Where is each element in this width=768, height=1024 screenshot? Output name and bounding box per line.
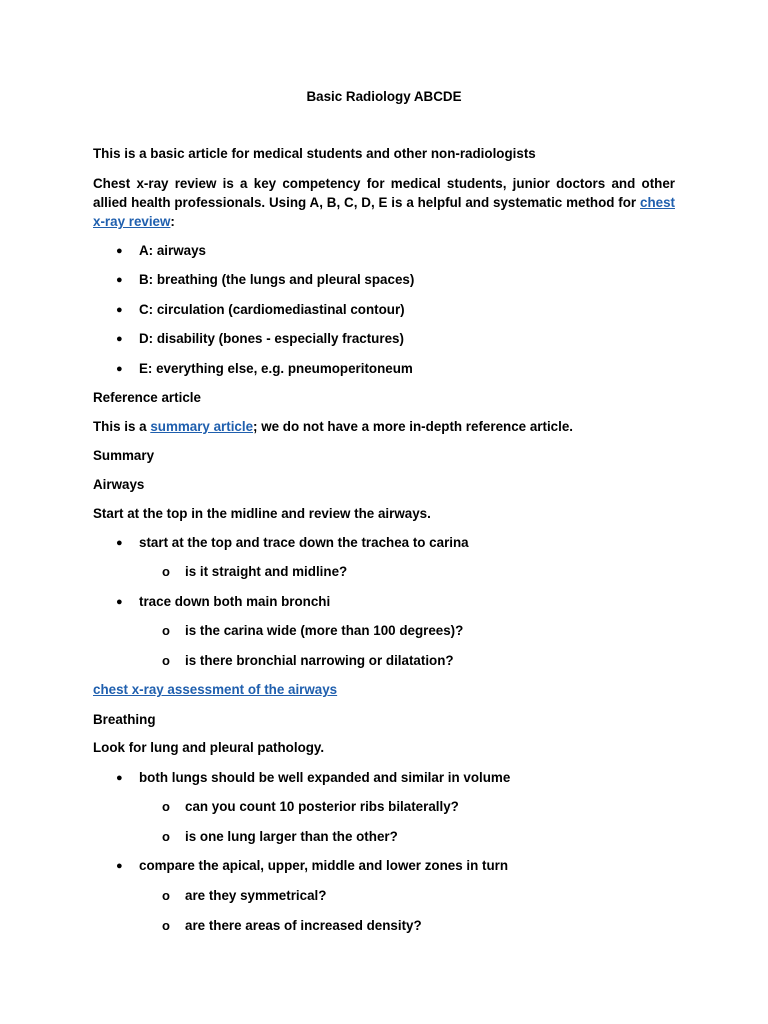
airways-bullet-1: start at the top and trace down the trachea to carina <box>139 535 469 550</box>
intro-line: This is a basic article for medical students and other non-radiologists <box>93 146 536 161</box>
sub-bullet-icon: o <box>162 623 170 638</box>
breathing-sub-1: can you count 10 posterior ribs bilaterally? <box>185 799 459 814</box>
breathing-sub-4: are there areas of increased density? <box>185 918 422 933</box>
sub-bullet-icon: o <box>162 829 170 844</box>
breathing-intro: Look for lung and pleural pathology. <box>93 740 325 755</box>
airways-assessment-line <box>93 681 337 699</box>
airways-assessment-link[interactable]: chest x-ray assessment of the airways <box>93 682 338 697</box>
bullet-icon: ● <box>116 596 123 608</box>
abcde-item-b: B: breathing (the lungs and pleural spaces) <box>139 272 415 287</box>
breathing-sub-3: are they symmetrical? <box>185 888 327 903</box>
breathing-bullet-2: compare the apical, upper, middle and lower zones in turn <box>139 858 509 873</box>
summary-article-link[interactable]: summary article <box>150 419 254 434</box>
para1-line2 <box>93 194 675 212</box>
bullet-icon: ● <box>116 274 123 286</box>
breathing-bullet-1: both lungs should be well expanded and similar in volume <box>139 770 511 785</box>
sub-bullet-icon: o <box>162 888 170 903</box>
airways-intro: Start at the top in the midline and review the airways. <box>93 506 431 521</box>
bullet-icon: ● <box>116 333 123 345</box>
reference-after: ; we do not have a more in-depth reference article. <box>253 419 574 434</box>
bullet-icon: ● <box>116 363 123 375</box>
summary-heading: Summary <box>93 448 155 463</box>
document-title: Basic Radiology ABCDE <box>306 89 462 104</box>
abcde-item-d: D: disability (bones - especially fractures) <box>139 331 404 346</box>
airways-sub-1: is it straight and midline? <box>185 564 348 579</box>
airways-sub-2: is the carina wide (more than 100 degrees)? <box>185 623 464 638</box>
para1-line1: Chest x-ray review is a key competency for medical students, junior doctors and other <box>93 176 675 191</box>
abcde-item-e: E: everything else, e.g. pneumoperitoneum <box>139 361 413 376</box>
chest-xray-review-link-part2[interactable]: x-ray review <box>93 214 171 229</box>
bullet-icon: ● <box>116 537 123 549</box>
abcde-item-a: A: airways <box>139 243 206 258</box>
reference-heading: Reference article <box>93 390 201 405</box>
airways-bullet-2: trace down both main bronchi <box>139 594 331 609</box>
abcde-item-c: C: circulation (cardiomediastinal contour) <box>139 302 405 317</box>
sub-bullet-icon: o <box>162 653 170 668</box>
chest-xray-review-link-part1[interactable]: chest <box>640 195 675 210</box>
bullet-icon: ● <box>116 772 123 784</box>
para1-line2-text: allied health professionals. Using A, B, C, D, E is a helpful and systematic method for <box>93 195 637 210</box>
bullet-icon: ● <box>116 304 123 316</box>
sub-bullet-icon: o <box>162 564 170 579</box>
sub-bullet-icon: o <box>162 799 170 814</box>
para1-line3 <box>93 213 175 231</box>
reference-before: This is a <box>93 419 151 434</box>
sub-bullet-icon: o <box>162 918 170 933</box>
para1-colon: : <box>170 214 175 229</box>
reference-line <box>93 418 573 436</box>
airways-sub-3: is there bronchial narrowing or dilatation? <box>185 653 454 668</box>
breathing-sub-2: is one lung larger than the other? <box>185 829 398 844</box>
bullet-icon: ● <box>116 860 123 872</box>
breathing-heading: Breathing <box>93 712 156 727</box>
bullet-icon: ● <box>116 245 123 257</box>
airways-heading: Airways <box>93 477 145 492</box>
